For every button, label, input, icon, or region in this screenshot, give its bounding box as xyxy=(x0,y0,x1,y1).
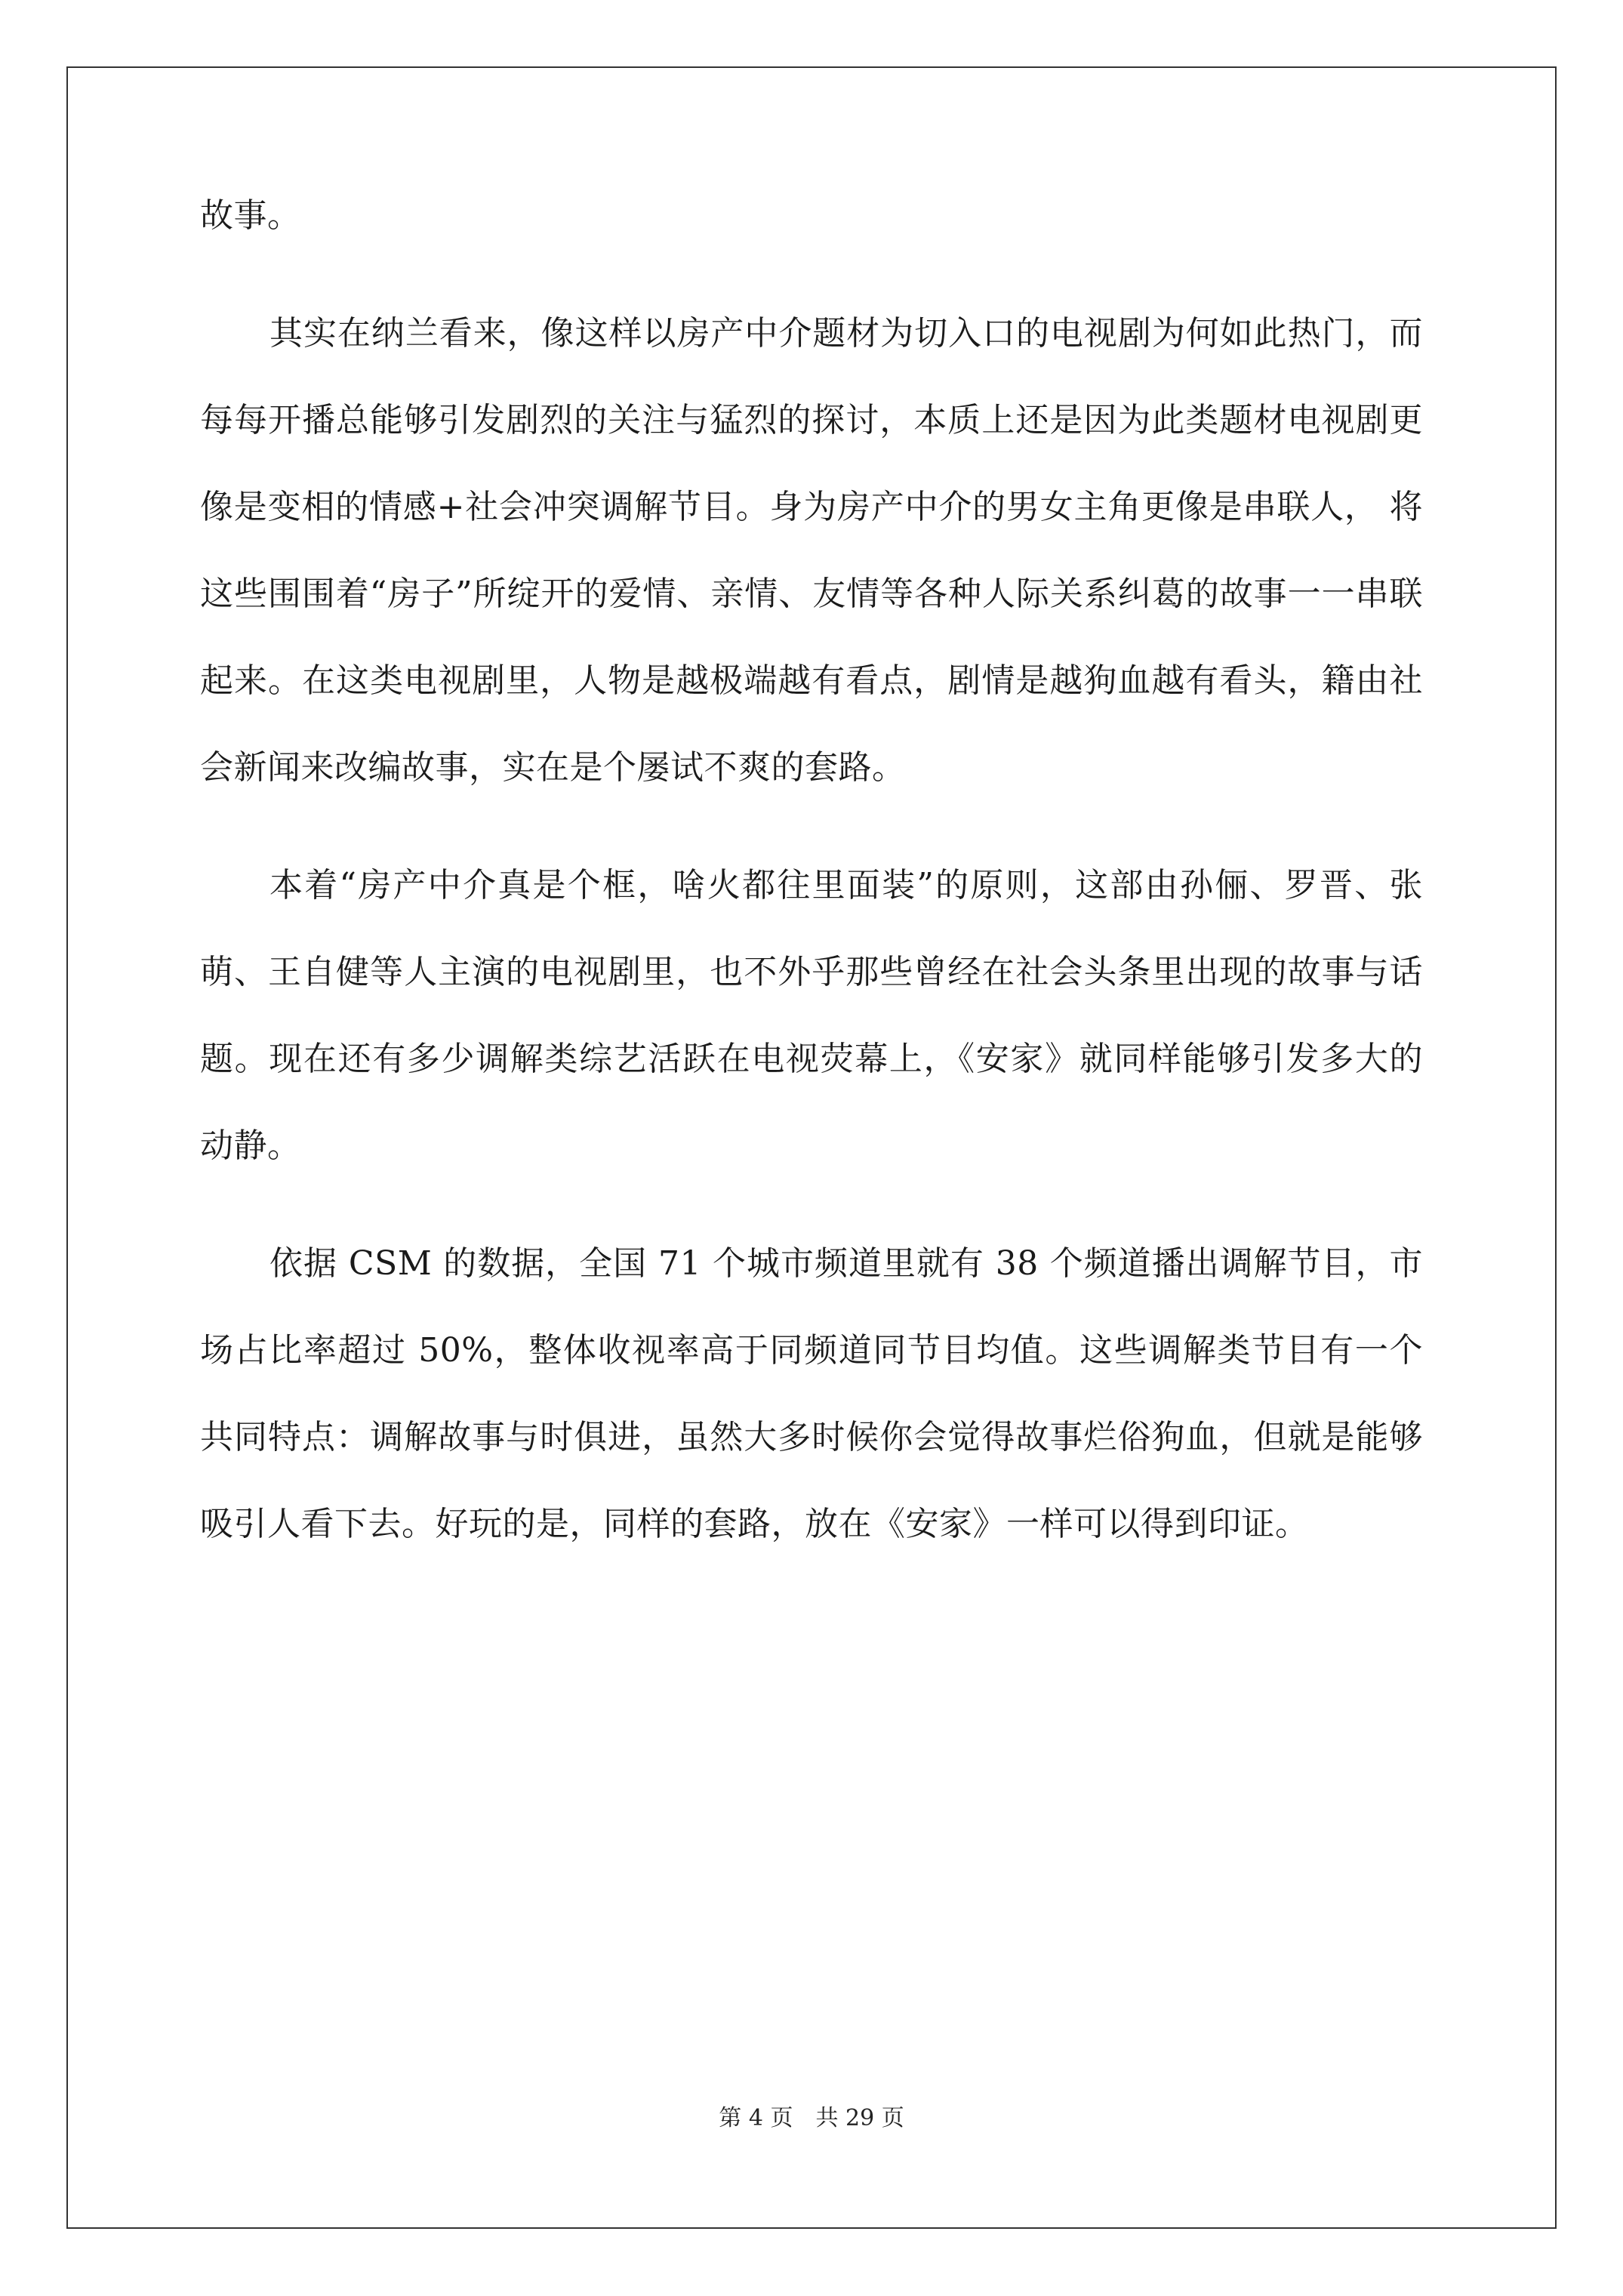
paragraph: 本着“房产中介真是个框，啥火都往里面装”的原则，这部由孙俪、罗晋、张萌、王自健等人主演的电视剧里，也不外乎那些曾经在社会头条里出现的故事与话题。现在还有多少调解类综艺活跃在电视荧幕上，《安家》就同样能够引发多大的动静。 xyxy=(200,866,1423,1165)
paragraph: 其实在纳兰看来，像这样以房产中介题材为切入口的电视剧为何如此热门，而每每开播总能够引发剧烈的关注与猛烈的探讨，本质上还是因为此类题材电视剧更像是变相的情感+社会冲突调解节目。身为房产中介的男女主角更像是串联人， 将这些围围着“房子”所绽开的爱情、亲情、友情等各种人际关系纠葛的故事一一串联起来。在这类电视剧里，人物是越极端越有看点，剧情是越狗血越有看头，籍由社会新闻来改编故事，实在是个屡试不爽的套路。 xyxy=(200,314,1423,787)
paragraph: 依据 CSM 的数据，全国 71 个城市频道里就有 38 个频道播出调解节目，市场占比率超过 50%，整体收视率高于同频道同节目均值。这些调解类节目有一个共同特点：调解故事与时俱进，虽然大多时候你会觉得故事烂俗狗血，但就是能够吸引人看下去。好玩的是，同样的套路，放在《安家》一样可以得到印证。 xyxy=(200,1244,1423,1543)
page-footer xyxy=(0,2103,1623,2134)
page-number: 第 4 页 xyxy=(719,2105,793,2131)
document-body xyxy=(200,172,1423,1567)
paragraph-continuation: 故事。 xyxy=(200,196,301,235)
page-total: 共 29 页 xyxy=(815,2105,904,2131)
